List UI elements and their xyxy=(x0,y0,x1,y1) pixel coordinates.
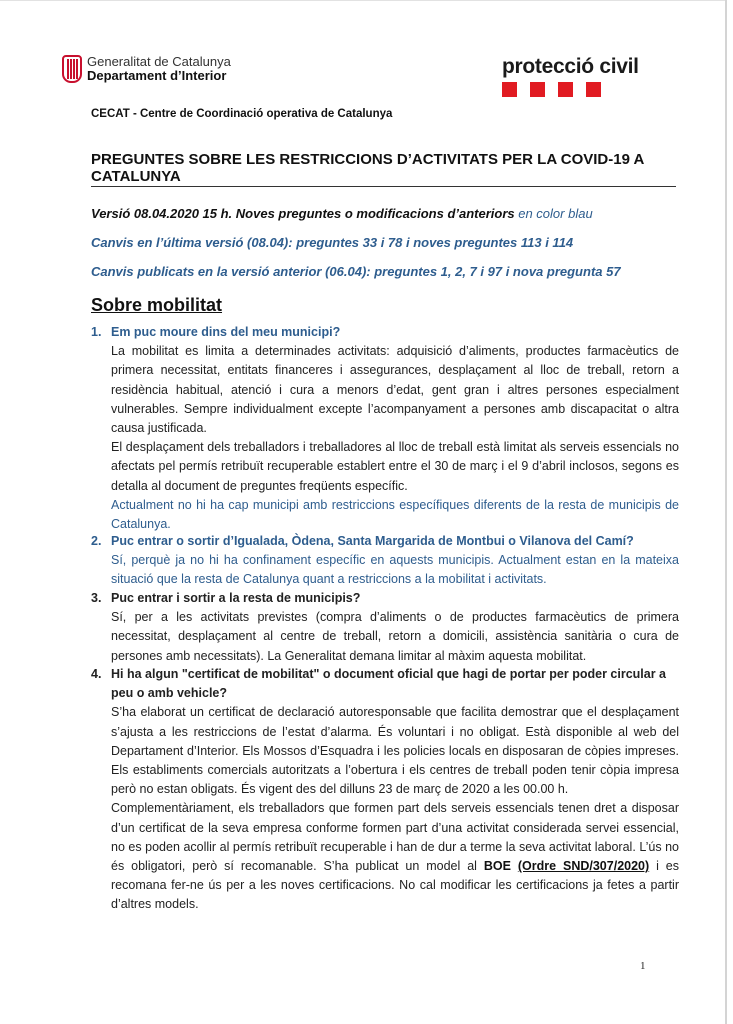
version-blue-note: en color blau xyxy=(514,206,593,221)
answer-paragraph-updated: Actualment no hi ha cap municipi amb restriccions específiques diferents de la resta de municipis de Catalunya. xyxy=(111,497,679,532)
changes-latest: Canvis en l’última versió (08.04): preguntes 33 i 78 i noves preguntes 113 i 114 xyxy=(91,235,574,250)
question-item xyxy=(91,532,679,590)
page-right-edge xyxy=(725,0,727,1024)
version-main: Versió 08.04.2020 15 h. Noves preguntes o modificacions d’anteriors xyxy=(91,206,515,221)
question-item xyxy=(91,665,679,915)
version-line xyxy=(91,206,593,221)
catalan-flag-emblem-icon xyxy=(62,55,82,83)
document-title: PREGUNTES SOBRE LES RESTRICCIONS D’ACTIVITATS PER LA COVID-19 A CATALUNYA xyxy=(91,151,676,187)
generalitat-name: Generalitat de Catalunya xyxy=(87,54,231,69)
question-item xyxy=(91,589,679,666)
page-number: 1 xyxy=(640,960,646,972)
answer-paragraph: La mobilitat es limita a determinades activitats: adquisició d’aliments, productes farmacèutics de primera necessitat, entitats financeres i assegurances, desplaçament al lloc de treball, retorn a residència habitual, atenció i cura a menors d’edat, gent gran i altres persones especialment vulnerables. Sempre individualment excepte l’acompanyament a persones amb discapacitat o altra causa justificada. xyxy=(111,344,679,436)
answer-paragraph: Complementàriament, els treballadors que formen part dels serveis essencials tenen dret a disposar d’un certificat de la seva empresa conforme formen part d’una activitat considerada servei essencial, no es poden acollir al permís retribuït recuperable i han de dur a terme la seva activitat laboral. L’ús no és obligatori, però sí recomanable. S’ha publicat un model al BOE (Ordre SND/307/2020) i es recomana fer-ne ús per a les noves certificacions. No cal modificar les certificacions ja fetes a partir d’altres models. xyxy=(111,801,679,912)
question-text: Puc entrar i sortir a la resta de municipis? xyxy=(111,591,361,605)
section-title: Sobre mobilitat xyxy=(91,295,223,315)
proteccio-civil-logo xyxy=(502,56,639,97)
question-heading: 2. Puc entrar o sortir d’Igualada, Òdena, Santa Margarida de Montbui o Vilanova del Camí? xyxy=(91,532,679,551)
question-text: Puc entrar o sortir d’Igualada, Òdena, Santa Margarida de Montbui o Vilanova del Camí? xyxy=(111,534,634,548)
boe-label: BOE xyxy=(483,859,511,874)
answer-paragraph: Sí, per a les activitats previstes (compra d’aliments o de productes farmacèutics de primera necessitat, desplaçament al centre de treball, retorn a domicili, assistència sanitària o cura de persones amb necessitats). La Generalitat demana limitar al màxim aquesta mobilitat. xyxy=(111,610,679,663)
question-heading: 3. Puc entrar i sortir a la resta de municipis? xyxy=(91,589,679,608)
question-text: Hi ha algun "certificat de mobilitat" o document oficial que hagi de portar per poder circular a peu o amb vehicle? xyxy=(111,667,667,701)
answer-paragraph: S’ha elaborat un certificat de declaració autoresponsable que facilita demostrar que el desplaçament s’ajusta a les restriccions de l’estat d’alarma. És voluntari i no obligat. Està disponible al web del Departament d’Interior. Els Mossos d’Esquadra i les policies locals en disposaran de còpies impreses. Els establiments comercials autoritzats a l’obertura i els centres de treball poden tenir còpia impresa però no estan obligats. És vigent des del dilluns 23 de març de 2020 a les 00.00 h. xyxy=(111,705,679,797)
changes-previous: Canvis publicats en la versió anterior (06.04): preguntes 1, 2, 7 i 97 i nova pregunta 57 xyxy=(91,264,621,279)
question-item xyxy=(91,323,679,534)
proteccio-civil-title: protecció civil xyxy=(502,55,639,78)
red-squares-icon xyxy=(502,82,639,97)
ordre-link[interactable]: (Ordre SND/307/2020) xyxy=(517,859,650,874)
cecat-subtitle: CECAT - Centre de Coordinació operativa de Catalunya xyxy=(91,108,393,120)
question-heading: 1. Em puc moure dins del meu municipi? xyxy=(91,323,679,342)
answer-paragraph: El desplaçament dels treballadors i treballadores al lloc de treball està limitat als serveis essencials no afectats pel permís retribuït recuperable establert entre el 30 de març i el 9 d’abril inclosos, segons es detalla al document de preguntes freqüents específic. xyxy=(111,440,679,493)
page-top-edge xyxy=(0,0,727,1)
answer-paragraph-updated: Sí, perquè ja no hi ha confinament específic en aquests municipis. Actualment estan en la mateixa situació que la resta de Catalunya quant a restriccions a la mobilitat i activitats. xyxy=(111,553,679,587)
question-text: Em puc moure dins del meu municipi? xyxy=(111,325,341,339)
generalitat-logo xyxy=(62,55,231,83)
question-heading: 4. Hi ha algun "certificat de mobilitat" o document oficial que hagi de portar per poder circular a peu o amb vehicle? xyxy=(91,665,679,703)
department-name: Departament d’Interior xyxy=(87,68,227,83)
